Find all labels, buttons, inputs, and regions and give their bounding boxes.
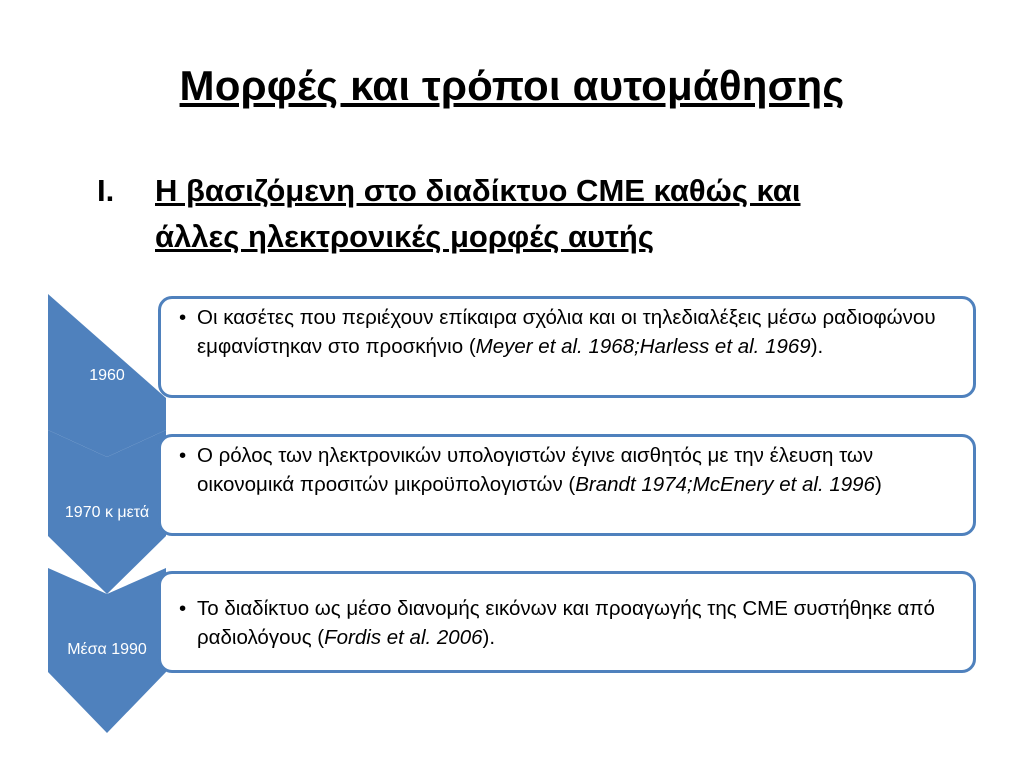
bullet-icon: •: [179, 306, 187, 329]
timeline-box-1990: [158, 571, 976, 673]
citation: Fordis et al. 2006: [324, 626, 483, 649]
timeline-text-1970: [179, 441, 965, 499]
timeline-box-1970: [158, 434, 976, 536]
section-heading-line-1: Η βασιζόμενη στο διαδίκτυο CME καθώς και: [155, 173, 801, 208]
section-heading-line-2: άλλες ηλεκτρονικές μορφές αυτής: [155, 219, 654, 254]
closing: ): [874, 473, 882, 496]
text: Το διαδίκτυο ως μέσο διανομής εικόνων και προαγωγής της CME συστήθηκε από ραδιολόγους (: [197, 597, 935, 649]
citation: Brandt 1974;McEnery et al. 1996: [575, 473, 875, 496]
timeline-label-1960: 1960: [89, 367, 125, 384]
timeline-box-1960: [158, 296, 976, 398]
closing: ).: [810, 335, 824, 358]
text: Οι κασέτες που περιέχουν επίκαιρα σχόλια και οι τηλεδιαλέξεις μέσω ραδιοφώνου εμφανίστηκαν στο προσκήνιο (: [197, 306, 936, 358]
timeline-text-1990: [179, 594, 965, 652]
bullet-icon: •: [179, 597, 187, 620]
citation: Meyer et al. 1968;Harless et al. 1969: [475, 335, 811, 358]
text: Ο ρόλος των ηλεκτρονικών υπολογιστών έγινε αισθητός με την έλευση των οικονομικά προσιτών μικροϋπολογιστών (: [197, 444, 874, 496]
slide-title: Μορφές και τρόποι αυτομάθησης: [179, 62, 845, 109]
section-number: I.: [97, 173, 115, 208]
timeline-text-1960: [179, 303, 965, 361]
timeline-label-1990: Μέσα 1990: [67, 641, 147, 658]
bullet-icon: •: [179, 444, 187, 467]
timeline-label-1970: 1970 κ μετά: [64, 504, 150, 521]
closing: ).: [482, 626, 496, 649]
